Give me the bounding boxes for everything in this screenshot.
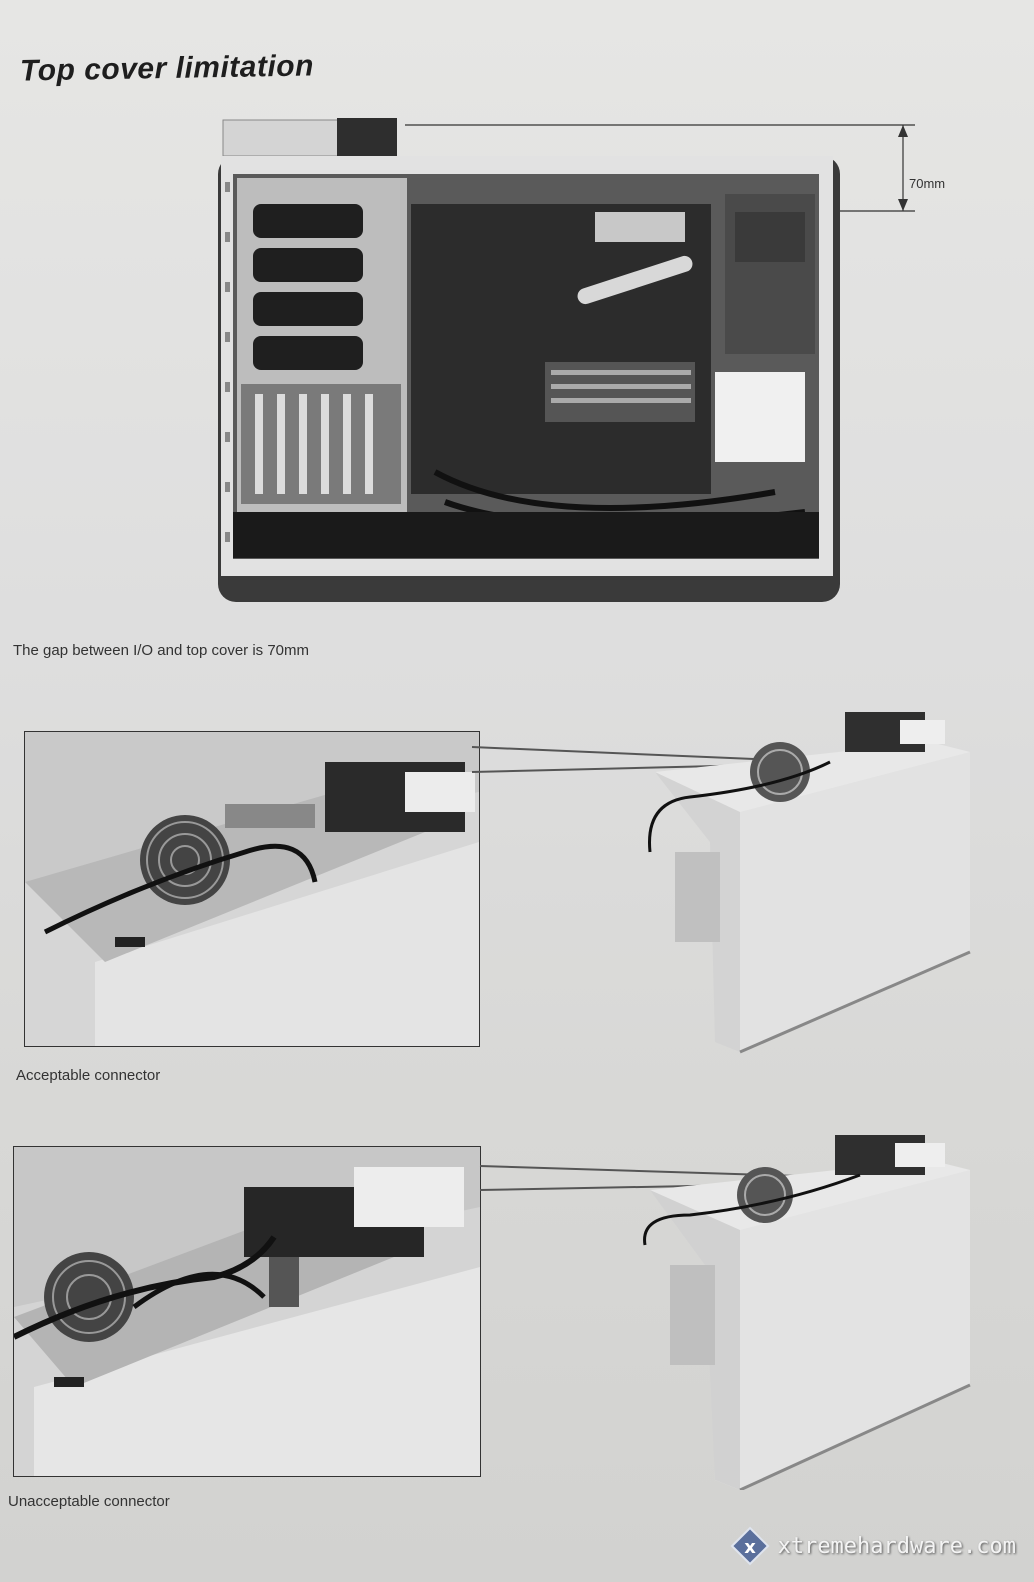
unacceptable-caption: Unacceptable connector — [8, 1493, 170, 1510]
case-interior-photo — [215, 112, 975, 612]
dimension-label: 70mm — [909, 176, 946, 191]
acceptable-closeup-photo — [24, 731, 480, 1047]
x-logo-icon — [730, 1526, 770, 1566]
unacceptable-case-photo — [630, 1135, 975, 1490]
svg-text:x: x — [743, 1537, 756, 1558]
gap-caption: The gap between I/O and top cover is 70mm — [13, 642, 309, 659]
page-title: Top cover limitation — [19, 49, 315, 88]
watermark — [730, 1526, 1016, 1566]
watermark-text: xtremehardware.com — [777, 1533, 1016, 1559]
unacceptable-closeup-photo — [13, 1146, 481, 1477]
acceptable-caption: Acceptable connector — [16, 1067, 161, 1084]
acceptable-case-photo — [630, 712, 975, 1057]
